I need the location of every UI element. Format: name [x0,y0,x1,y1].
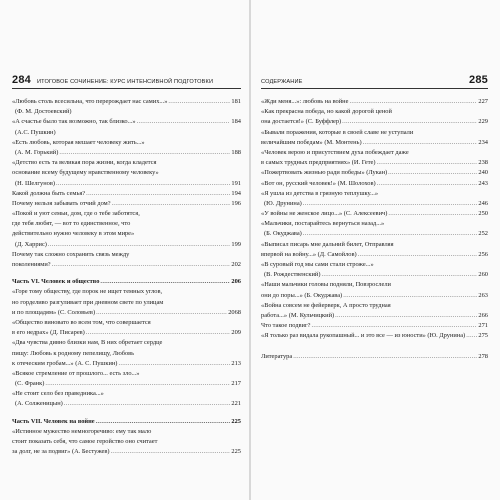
toc-line-text: работа...» (М. Кульчицкий) [261,311,335,319]
toc-line [12,308,241,318]
toc-line-text: в самых трудных предприятиях» (И. Гете) [261,159,376,167]
toc-line-text: «Война совсем не фейерверк, А просто трудная [261,301,391,309]
toc-line-text: «Я ушла из детства в грязную теплушку...» [261,189,379,197]
toc-dot-leader [96,308,227,318]
toc-line-text: «Человек верою и присутствием духа побеждает даже [261,148,409,156]
toc-dot-leader [377,179,478,189]
toc-page-number: 217 [231,380,241,388]
toc-dot-leader [388,209,477,219]
toc-line-text: Литература [261,352,293,360]
toc-page-number: 240 [478,169,488,177]
toc-line-text: «Бывали поражения, которые в своей славе не уступали [261,128,414,136]
toc-line [12,260,241,270]
toc-line [261,209,488,219]
toc-line [12,209,241,219]
toc-line-text: «Общество виновато во всем том, что совершается [12,318,151,326]
toc-dot-leader [52,260,231,270]
toc-line-text: пищу: Любовь к родному пепелищу, Любовь [12,349,135,357]
toc-line [261,311,488,321]
toc-line-text: «Мальчики, постарайтесь вернуться назад...» [261,220,385,228]
left-toc [12,97,241,457]
toc-line [12,427,241,437]
left-page-number: 284 [12,74,31,86]
toc-dot-leader [388,168,477,178]
toc-line [261,138,488,148]
toc-section-heading [12,417,241,427]
toc-line-text: к отеческим гробам...» (А. С. Пушкин) [12,359,118,367]
toc-line [12,107,241,117]
toc-line-text: «Наши мальчики головы подняли, Повзрослели [261,281,391,289]
toc-page-number: 2068 [228,308,241,316]
toc-page-number: 227 [478,98,488,105]
toc-line-text: они до поры...» (Б. Окуджава) [261,291,343,299]
toc-line [261,148,488,158]
toc-line [261,260,488,270]
toc-line-text: Почему так сложно сохранить связь между [12,250,130,258]
toc-line [261,250,488,260]
toc-line-text: где тебя любят, — вот то единственное, что [12,220,131,228]
toc-dot-leader [303,199,478,209]
toc-line [261,240,488,250]
toc-line-text: «Вот он, русский человек!» (М. Шолохов) [261,179,376,187]
toc-page-number: 221 [231,400,241,408]
toc-line-text: «Всякое стремление от прошлого... есть зло...» [12,369,140,377]
toc-page-number: 213 [231,359,241,367]
toc-line [12,168,241,178]
toc-line-text: (А. Солженицын) [15,400,63,408]
toc-line [261,352,488,362]
toc-line [261,117,488,127]
toc-line [12,328,241,338]
toc-line [261,321,488,331]
toc-dot-leader [342,117,477,127]
toc-dot-leader [321,270,477,280]
toc-page-number: 275 [478,332,488,340]
toc-line-text: величайшим победам» (М. Монтень) [261,138,362,146]
toc-line-text: Часть VI. Человек и общество [12,278,100,286]
toc-line-text: Какой должна быть семья? [12,189,86,197]
toc-line-text: «Любовь столь всесильна, что перерождает нас самих...» [12,98,168,105]
toc-page-number: 256 [478,250,488,258]
toc-dot-leader [168,97,230,107]
toc-line [12,199,241,209]
right-header-title: СОДЕРЖАНИЕ [261,79,303,85]
toc-dot-leader [111,447,231,457]
toc-page-number: 225 [231,417,241,425]
toc-line-text: но горделиво разгуливает при дневном свете по улицам [12,298,164,306]
toc-page-number: 199 [231,240,241,248]
toc-page-number: 263 [478,291,488,299]
toc-line-text: «Выписал писарь мне дальний билет, Отправляя [261,240,394,248]
toc-page-number: 188 [231,148,241,156]
toc-line-text: «Не стоит село без праведника...» [12,390,104,398]
toc-dot-leader [118,359,230,369]
toc-line-text: в его недрах» (Д. Писарев) [12,329,85,337]
toc-dot-leader [335,311,477,321]
toc-line [261,168,488,178]
toc-line [12,240,241,250]
toc-line-text: она достается!» (С. Буффлер) [261,118,342,126]
toc-line [12,399,241,409]
toc-dot-leader [56,179,230,189]
toc-line [12,359,241,369]
toc-page-number: 278 [478,352,488,360]
toc-dot-leader [86,328,231,338]
right-header-rule [261,88,488,89]
toc-line [261,179,488,189]
toc-page-number: 243 [478,179,488,187]
toc-line-text: Часть VII. Человек на войне [12,417,95,425]
toc-dot-leader [377,158,478,168]
toc-dot-leader [358,250,478,260]
toc-line-text: «Как прекрасна победа, но какой дорогой ценой [261,108,392,116]
toc-line-text: поколениями? [12,261,51,268]
toc-dot-leader [349,97,477,107]
toc-line [261,97,488,107]
toc-line [12,138,241,148]
toc-page-number: 206 [231,278,241,286]
right-running-head [261,74,488,86]
toc-line [261,189,488,199]
toc-dot-leader [303,229,478,239]
toc-line-text: «Есть любовь, которая мешает человеку жить...» [12,138,145,146]
toc-line-text: «У войны не женское лицо...» (С. Алексеевич) [261,210,388,218]
toc-page-number: 194 [231,189,241,197]
toc-line [12,447,241,457]
toc-line [261,219,488,229]
toc-line-text: (Д. Харрис) [15,240,47,248]
toc-line [261,291,488,301]
toc-dot-leader [311,321,477,331]
toc-dot-leader [48,240,230,250]
toc-line-text: «Горе тому обществу, где порок не ищет темных углов, [12,288,163,296]
toc-spacer [261,342,488,352]
toc-line-text: «В суровый год мы сами стали строже...» [261,261,374,268]
left-page [0,0,249,500]
toc-line [261,199,488,209]
toc-line-text: (В. Рождественский) [264,271,321,279]
toc-line-text: (А. М. Горький) [15,148,59,156]
toc-page-number: 209 [231,329,241,337]
toc-section-heading [12,277,241,287]
toc-dot-leader [466,331,477,341]
toc-line-text: (Ф. М. Достоевский) [15,108,72,116]
toc-line-text: (А.С. Пушкин) [15,128,56,136]
toc-page-number: 191 [231,179,241,187]
toc-line [12,287,241,297]
toc-line-text: (Н. Шелгунов) [15,179,55,187]
toc-page-number: 202 [231,261,241,268]
toc-line [12,219,241,229]
toc-page-number: 266 [478,311,488,319]
toc-page-number: 252 [478,230,488,238]
left-running-head [12,74,241,86]
right-page-number: 285 [469,74,488,86]
toc-dot-leader [64,399,231,409]
toc-line [12,379,241,389]
toc-page-number: 225 [231,448,241,456]
toc-line [12,389,241,399]
toc-dot-leader [86,189,230,199]
toc-line-text: (С. Франк) [15,380,45,388]
toc-dot-leader [293,352,477,362]
toc-page-number: 246 [478,199,488,207]
toc-line-text: «Истинное мужество немногоречиво: ему так мало [12,427,152,435]
toc-line-text: «А счастье было так возможно, так близко...» [12,118,136,126]
toc-line [261,107,488,117]
toc-line [261,301,488,311]
toc-page-number: 260 [478,271,488,279]
toc-line-text: Почему нельзя забывать отчий дом? [12,199,111,207]
toc-page-number: 250 [478,210,488,218]
toc-page-number: 238 [478,159,488,167]
toc-line [12,318,241,328]
toc-line [12,148,241,158]
toc-line [261,128,488,138]
toc-line [12,158,241,168]
toc-line-text: и по площадям» (С. Соловьев) [12,308,96,316]
toc-line [12,229,241,239]
toc-line-text: стоит показать себя, что самое геройство оно считает [12,438,158,445]
toc-line-text: Что такое подвиг? [261,322,311,330]
toc-line [12,117,241,127]
toc-page-number: 271 [478,322,488,330]
toc-line-text: «Я только раз видала рукопашный... и это все — из юности» (Ю. Друнина) [261,332,466,340]
toc-line [261,158,488,168]
toc-dot-leader [59,148,230,158]
toc-line [12,349,241,359]
right-toc [261,97,488,362]
toc-line-text: впервой на войну...» (Д. Самойлов) [261,250,357,258]
toc-line [12,338,241,348]
toc-dot-leader [45,379,230,389]
toc-line [261,270,488,280]
left-header-title: ИТОГОВОЕ СОЧИНЕНИЕ: КУРС ИНТЕНСИВНОЙ ПОДГОТОВКИ [36,79,214,85]
toc-line [12,179,241,189]
toc-page-number: 234 [478,138,488,146]
toc-dot-leader [363,138,478,148]
toc-dot-leader [137,117,231,127]
toc-line [261,229,488,239]
toc-page-number: 229 [478,118,488,126]
right-page [251,0,500,500]
toc-line [12,250,241,260]
left-header-rule [12,88,241,89]
toc-page-number: 181 [231,98,241,105]
toc-dot-leader [112,199,231,209]
toc-line-text: «Детство есть та великая пора жизни, когда кладется [12,159,157,167]
toc-line [261,331,488,341]
toc-line-text: действительно нужно человеку в этом мире» [12,230,135,238]
toc-line [261,280,488,290]
toc-dot-leader [96,417,231,427]
toc-line-text: «Два чувства дивно близки нам, В них обретает сердце [12,339,163,347]
toc-dot-leader [343,291,477,301]
toc-page-number: 196 [231,199,241,207]
toc-line-text: «Жди меня...»: любовь на войне [261,98,349,105]
toc-line [12,298,241,308]
toc-line [12,97,241,107]
toc-dot-leader [100,277,230,287]
toc-page-number: 184 [231,118,241,126]
toc-line-text: основание всему будущему нравственному человеку» [12,169,159,177]
toc-line-text: (Ю. Друнина) [264,199,302,207]
toc-line-text: «Покой и уют семьи, дом, где о тебе заботятся, [12,210,140,218]
toc-line [12,128,241,138]
toc-line-text: (Б. Окуджава) [264,230,302,238]
toc-line-text: за долг, не за подвиг» (А. Бестужев) [12,448,110,456]
toc-line [12,189,241,199]
toc-line [12,369,241,379]
toc-line-text: «Пожертвовать жизнью ради победы» (Лукан) [261,169,388,177]
toc-line [12,437,241,447]
